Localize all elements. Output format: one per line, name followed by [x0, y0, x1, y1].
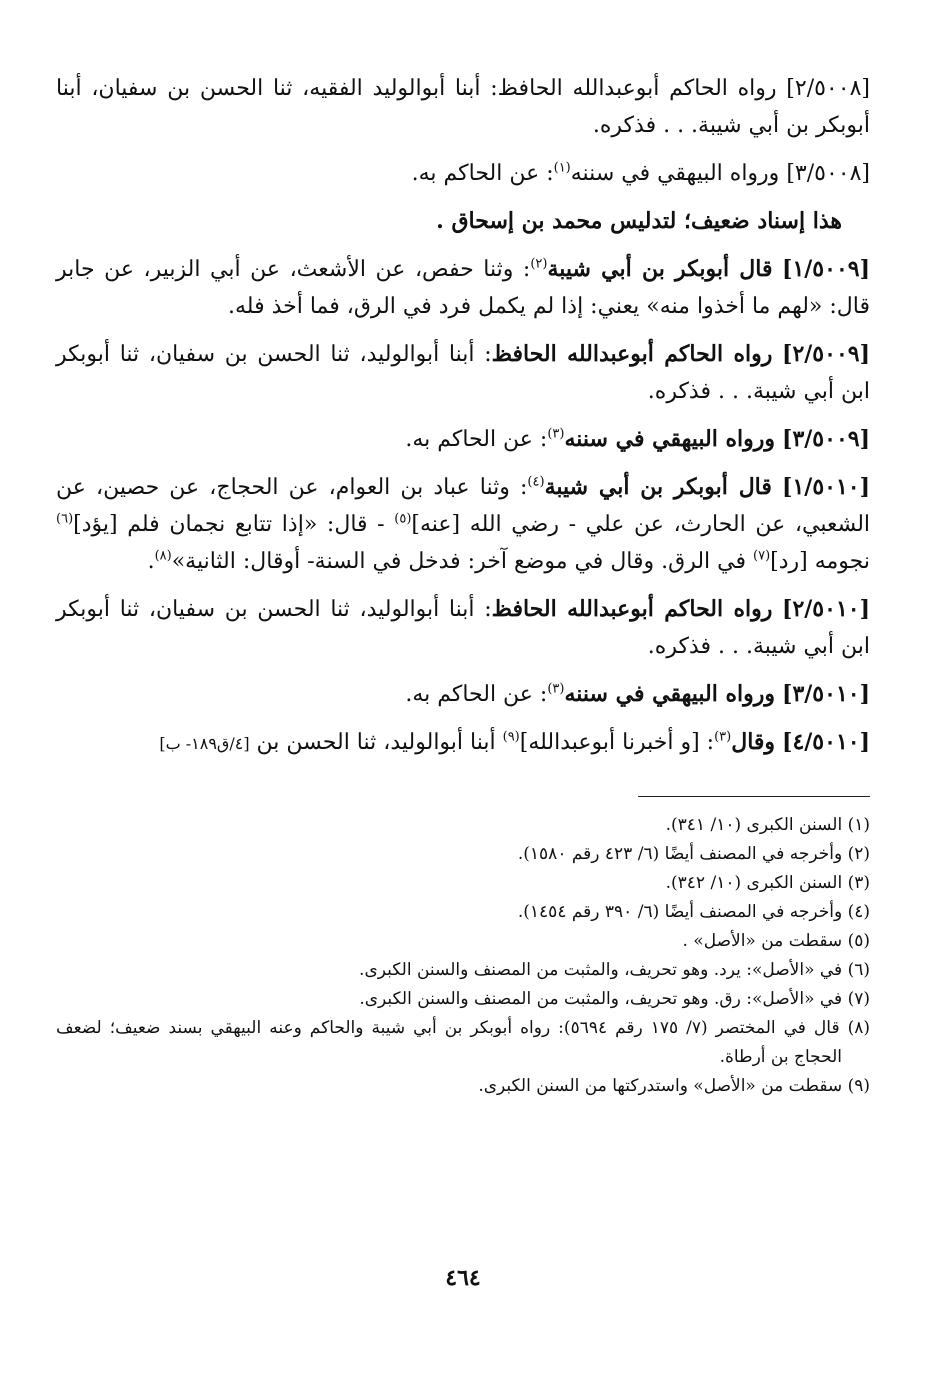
entry-text: : عن الحاكم به. [405, 427, 548, 452]
footnote-1: (١) السنن الكبرى (١٠/ ٣٤١). [665, 815, 870, 835]
entry-id: [٣/٥٠٠٨] [786, 161, 870, 186]
entry-text: : أبنا أبوالوليد الفقيه، ثنا الحسن بن سفيان، أبنا أبوبكر بن أبي شيبة. . . فذكره. [56, 76, 870, 138]
footnote-4: (٤) وأخرجه في المصنف أيضًا (٦/ ٣٩٠ رقم ١٤٥٤). [517, 902, 870, 922]
entry-lead: قال أبوبكر بن أبي شيبة [544, 474, 772, 500]
entry-text: - قال: «إذا تتابع نجمان فلم [يؤد] [73, 512, 395, 537]
entry-5009-1 [56, 251, 870, 325]
entry-text: : أبنا أبوالوليد، ثنا الحسن بن سفيان، ثنا أبوبكر ابن أبي شيبة. . . فذكره. [56, 597, 870, 659]
entry-id: [١/٥٠٠٩] [782, 256, 870, 282]
entry-lead: رواه الحاكم أبوعبدالله الحافظ [491, 341, 773, 367]
footnote-ref[interactable]: (٥) [394, 511, 412, 527]
entry-text: . [147, 549, 155, 574]
entry-text: : أبنا أبوالوليد، ثنا الحسن بن سفيان، ثنا أبوبكر ابن أبي شيبة. . . فذكره. [56, 342, 870, 404]
document-page [56, 70, 870, 1350]
entry-id: [٣/٥٠١٠] [782, 681, 870, 707]
footnote-6: (٦) في «الأصل»: يرد. وهو تحريف، والمثبت من المصنف والسنن الكبرى. [359, 960, 870, 980]
footnote-ref[interactable]: (٣) [547, 681, 565, 697]
footnote-ref[interactable]: (٨) [154, 548, 172, 564]
entry-5010-3 [56, 676, 870, 713]
entry-text: : وثنا حفص، عن الأشعث، عن أبي الزبير، عن جابر قال: «لهم ما أخذوا منه» يعني: إذا لم يكمل فرد في الرق، فما أخذ فله. [56, 257, 870, 319]
entry-5010-2 [56, 591, 870, 665]
entry-lead: وقال [731, 729, 776, 755]
entry-lead: قال أبوبكر بن أبي شيبة [547, 256, 773, 282]
footnote-ref[interactable]: (٤) [527, 474, 545, 490]
entry-5008-2 [56, 70, 870, 144]
footnote-divider [638, 796, 870, 797]
entry-5009-2 [56, 336, 870, 410]
footnote-9: (٩) سقطت من «الأصل» واستدركتها من السنن الكبرى. [478, 1076, 870, 1096]
verdict: هذا إسناد ضعيف؛ لتدليس محمد بن إسحاق . [436, 208, 842, 234]
entry-text: : عن الحاكم به. [405, 682, 548, 707]
entry-text: : وثنا عباد بن العوام، عن الحجاج، عن حصين، عن الشعبي، عن الحارث، عن علي - رضي الله [عنه] [56, 475, 871, 537]
entry-5010-4 [56, 724, 870, 762]
entry-5009-3 [56, 421, 870, 458]
entry-lead: ورواه البيهقي في سننه [570, 161, 780, 186]
entry-text: : [و أخبرنا أبوعبدالله] [519, 730, 715, 755]
footnote-ref[interactable]: (٦) [56, 511, 74, 527]
entry-id: [٢/٥٠٠٩] [782, 341, 870, 367]
entry-id: [٣/٥٠٠٩] [782, 426, 870, 452]
manuscript-folio-ref: [٤/ق١٨٩- ب] [159, 734, 250, 753]
entry-lead: رواه الحاكم أبوعبدالله الحافظ [491, 596, 773, 622]
entry-id: [٢/٥٠٠٨] [786, 76, 870, 101]
footnote-2: (٢) وأخرجه في المصنف أيضًا (٦/ ٤٢٣ رقم ١٥٨٠). [517, 844, 870, 864]
entry-lead: ورواه البيهقي في سننه [564, 681, 776, 707]
entry-lead: ورواه البيهقي في سننه [564, 426, 776, 452]
entry-id: [٢/٥٠١٠] [782, 596, 870, 622]
footnote-ref[interactable]: (٢) [530, 256, 548, 272]
entry-5008-3 [56, 155, 870, 192]
footnote-ref[interactable]: (٣) [547, 426, 565, 442]
entry-5010-1 [56, 469, 870, 580]
footnote-5: (٥) سقطت من «الأصل» . [682, 931, 870, 951]
entry-text: في الرق. وقال في موضع آخر: فدخل في السنة- أوقال: الثانية» [171, 549, 753, 574]
footnote-8: (٨) قال في المختصر (٧/ ١٧٥ رقم ٥٦٩٤): رواه أبوبكر بن أبي شيبة والحاكم وعنه البيهقي بسند ضعيف؛ لضعف الحجاج بن أرطاة. [56, 1018, 870, 1067]
footnote-ref[interactable]: (٣) [714, 729, 732, 745]
entry-text: نجومه [رد] [770, 549, 870, 574]
footnote-7: (٧) في «الأصل»: رق. وهو تحريف، والمثبت من المصنف والسنن الكبرى. [359, 989, 870, 1009]
entry-id: [٤/٥٠١٠] [782, 729, 870, 755]
entry-lead: رواه الحاكم أبوعبدالله الحافظ [497, 76, 777, 101]
page-number: ٤٦٤ [445, 1265, 481, 1291]
entry-text: أبنا أبوالوليد، ثنا الحسن بن [249, 730, 503, 755]
entry-text: : عن الحاكم به. [411, 161, 554, 186]
entry-id: [١/٥٠١٠] [782, 474, 871, 500]
footnote-ref[interactable]: (٧) [753, 548, 771, 564]
footnote-3: (٣) السنن الكبرى (١٠/ ٣٤٢). [665, 873, 870, 893]
footnote-ref[interactable]: (٩) [502, 729, 520, 745]
footnote-ref[interactable]: (١) [553, 160, 571, 176]
footnotes [56, 811, 870, 1101]
